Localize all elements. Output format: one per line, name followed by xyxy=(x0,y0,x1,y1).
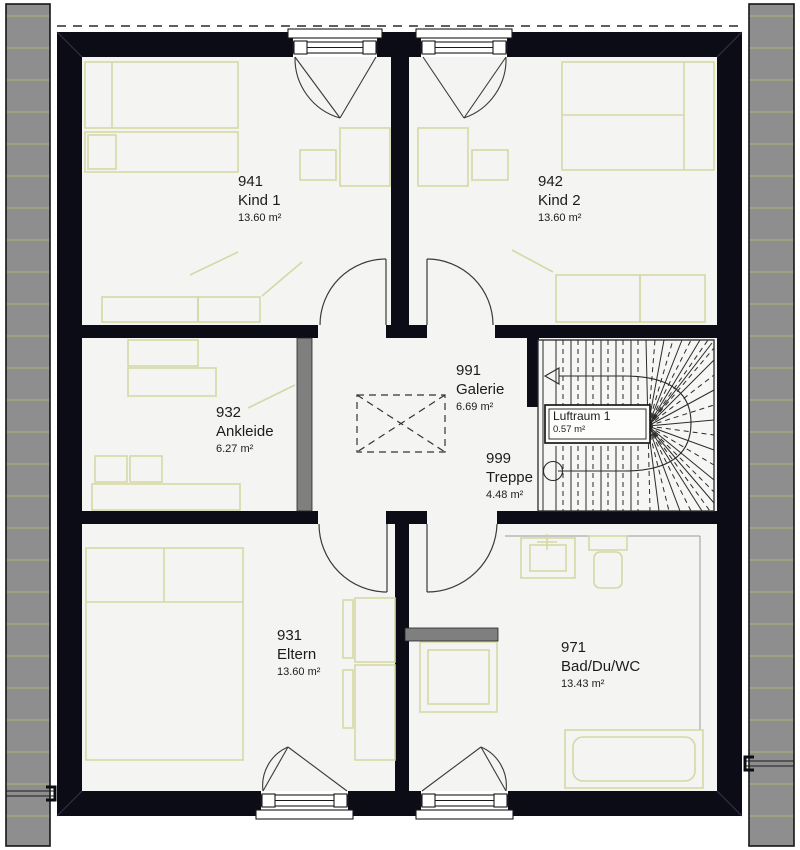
room-name: Eltern xyxy=(277,646,317,663)
room-label-bad xyxy=(561,638,640,692)
room-area: 13.43 m² xyxy=(561,678,605,690)
room-name: Treppe xyxy=(486,469,533,486)
room-name: Bad/Du/WC xyxy=(561,658,641,675)
room-number: 999 xyxy=(486,450,512,467)
room-name: Kind 1 xyxy=(238,192,281,209)
room-area: 13.60 m² xyxy=(538,212,582,224)
room-label-treppe xyxy=(486,449,533,503)
room-number: 932 xyxy=(216,404,242,421)
room-name: Kind 2 xyxy=(538,192,581,209)
room-label-kind2 xyxy=(538,172,581,226)
room-number: 942 xyxy=(538,173,564,190)
room-number: 991 xyxy=(456,362,482,379)
room-label-galerie xyxy=(456,361,504,415)
room-number: 971 xyxy=(561,639,587,656)
shower-partition xyxy=(405,628,498,641)
room-number: 941 xyxy=(238,173,264,190)
roof-strip-right xyxy=(749,4,794,846)
gray-partition-wall xyxy=(297,338,312,511)
room-label-ankleide xyxy=(216,403,274,457)
roof-strip-left xyxy=(6,4,50,846)
room-label-eltern xyxy=(277,626,320,680)
room-area: 13.60 m² xyxy=(277,666,321,678)
room-name: Galerie xyxy=(456,381,505,398)
room-label-kind1 xyxy=(238,172,281,226)
room-name: Ankleide xyxy=(216,423,274,440)
room-area: 4.48 m² xyxy=(486,489,524,501)
luftraum-label xyxy=(553,409,610,435)
room-area: 6.69 m² xyxy=(456,401,494,413)
room-area: 13.60 m² xyxy=(238,212,282,224)
room-number: 931 xyxy=(277,627,303,644)
luftraum-area: 0.57 m² xyxy=(553,424,586,435)
room-area: 6.27 m² xyxy=(216,443,254,455)
luftraum-name: Luftraum 1 xyxy=(553,409,611,423)
